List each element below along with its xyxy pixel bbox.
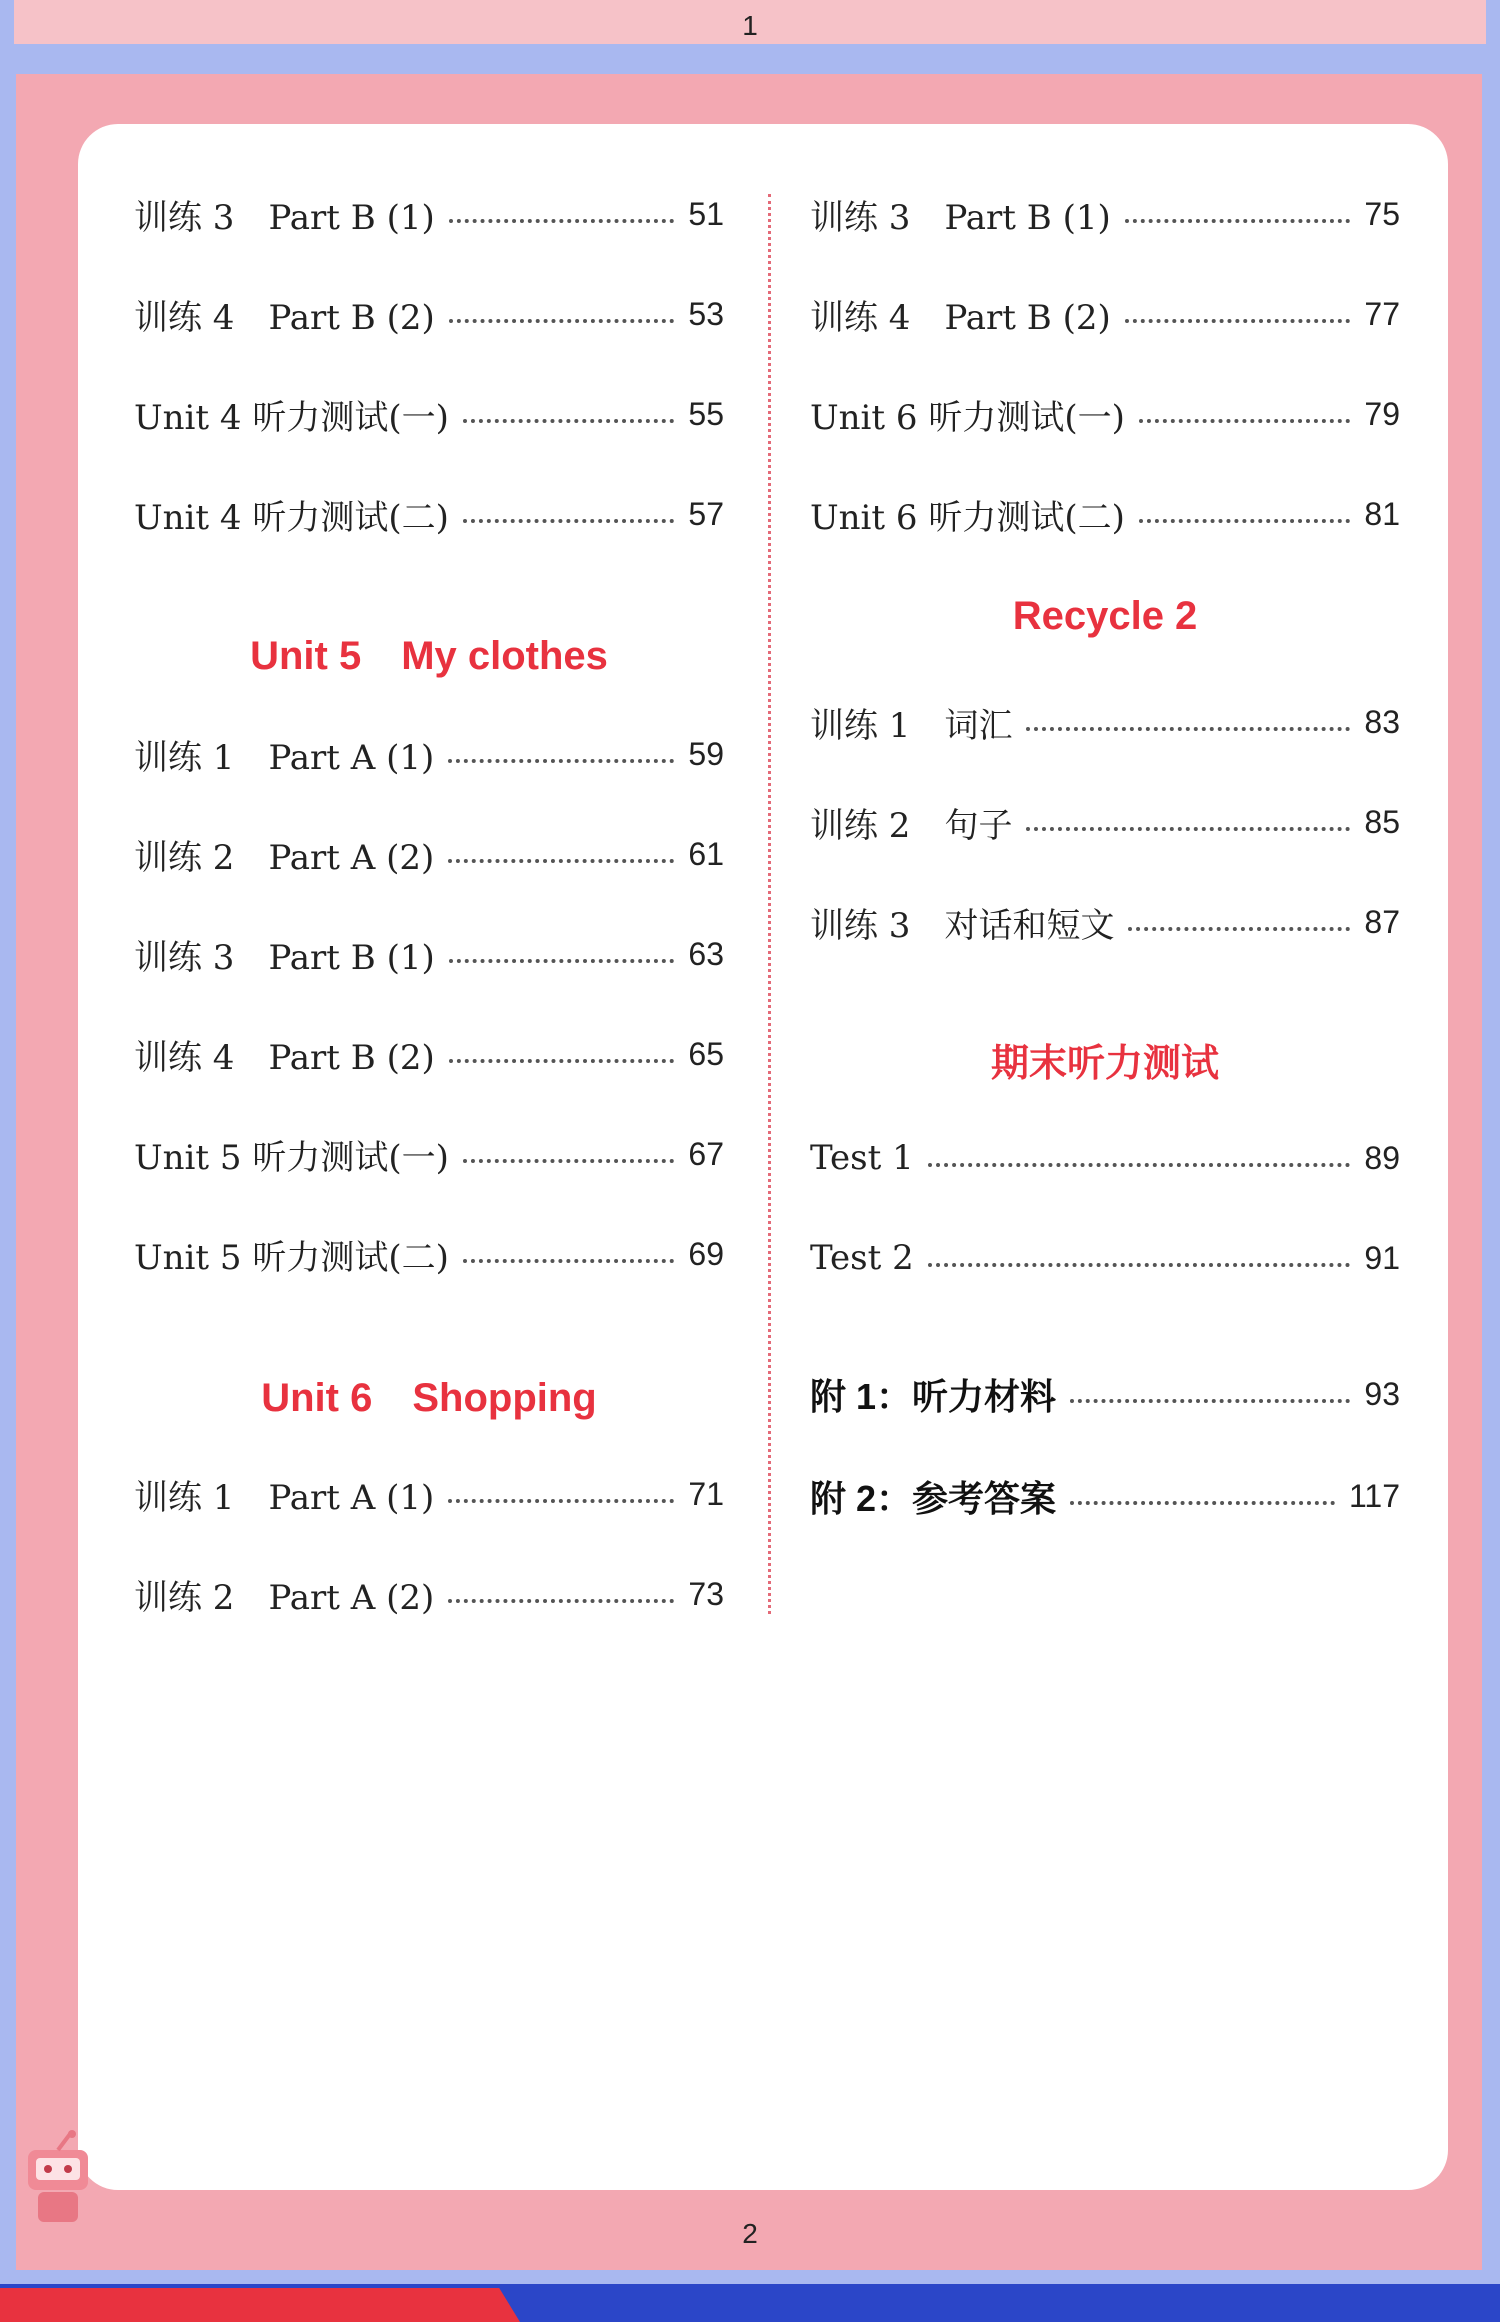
toc-entry[interactable]: Unit 4 听力测试(二) 57: [134, 495, 724, 538]
toc-entry[interactable]: 训练 4 Part B (2) 53: [134, 295, 724, 338]
page-number-bottom: 2: [742, 2218, 758, 2249]
section-heading-unit6: Unit 6 Shopping: [261, 1376, 597, 1420]
toc-entry[interactable]: 训练 3 对话和短文 87: [810, 903, 1400, 946]
toc-entry[interactable]: 训练 3 Part B (1) 75: [810, 195, 1400, 238]
section-heading-recycle: Recycle 2: [1012, 594, 1198, 638]
toc-entry[interactable]: 训练 4 Part B (2) 77: [810, 295, 1400, 338]
column-divider: [768, 194, 771, 1614]
page-number-top: 1: [742, 10, 758, 41]
toc-entry[interactable]: Unit 5 听力测试(二) 69: [134, 1235, 724, 1278]
toc-entry[interactable]: Test 1 89: [810, 1138, 1400, 1178]
toc-entry[interactable]: Unit 6 听力测试(一) 79: [810, 395, 1400, 438]
robot-mascot-icon: [18, 2130, 108, 2230]
toc-entry-appendix[interactable]: 附 1：听力材料 93: [810, 1375, 1400, 1417]
toc-entry[interactable]: 训练 1 Part A (1) 59: [134, 735, 724, 778]
toc-entry[interactable]: 训练 1 Part A (1) 71: [134, 1475, 724, 1518]
toc-entry[interactable]: Unit 4 听力测试(一) 55: [134, 395, 724, 438]
toc-entry[interactable]: 训练 1 词汇 83: [810, 703, 1400, 746]
toc-entry-appendix[interactable]: 附 2：参考答案 117: [810, 1477, 1400, 1519]
section-heading-final-test: 期末听力测试: [990, 1043, 1219, 1085]
toc-entry[interactable]: Unit 6 听力测试(二) 81: [810, 495, 1400, 538]
toc-entry[interactable]: 训练 2 Part A (2) 73: [134, 1575, 724, 1618]
toc-entry[interactable]: Unit 5 听力测试(一) 67: [134, 1135, 724, 1178]
toc-entry[interactable]: 训练 2 Part A (2) 61: [134, 835, 724, 878]
toc-entry[interactable]: 训练 3 Part B (1) 63: [134, 935, 724, 978]
bottom-banner-accent: [0, 2288, 520, 2322]
toc-entry[interactable]: Test 2 91: [810, 1238, 1400, 1278]
toc-entry[interactable]: 训练 2 句子 85: [810, 803, 1400, 846]
toc-entry[interactable]: 训练 4 Part B (2) 65: [134, 1035, 724, 1078]
section-heading-unit5: Unit 5 My clothes: [250, 634, 608, 678]
toc-entry[interactable]: 训练 3 Part B (1) 51: [134, 195, 724, 238]
